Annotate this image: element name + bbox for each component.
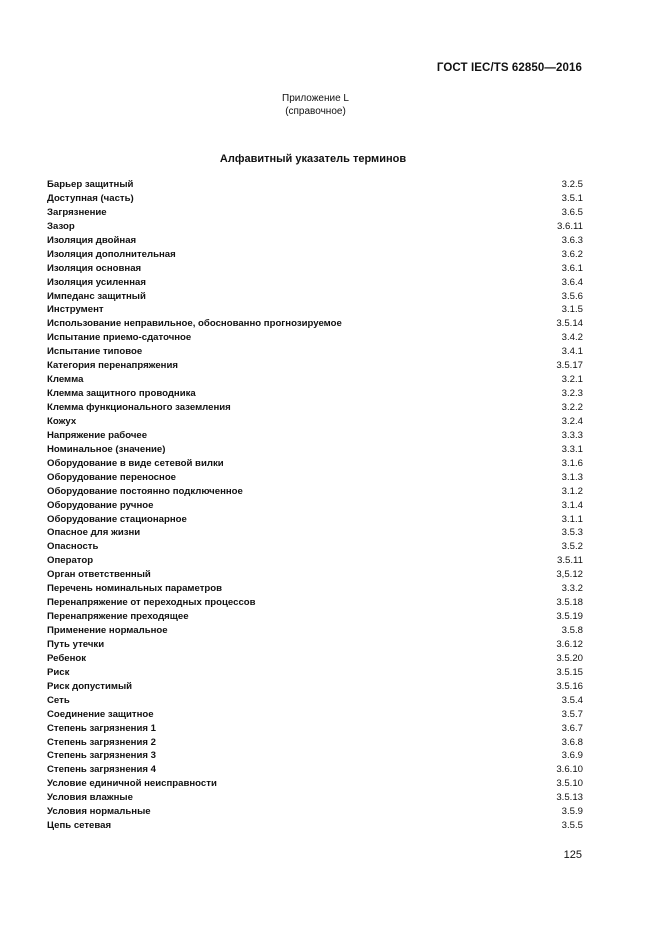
- index-entry: [47, 763, 583, 777]
- index-term: Оборудование переносное: [47, 471, 177, 483]
- index-reference: 3.5.14: [556, 318, 583, 330]
- index-term: Условие единичной неисправности: [47, 778, 217, 790]
- index-reference: 3.6.11: [557, 220, 583, 232]
- index-reference: 3.3.3: [561, 429, 583, 441]
- index-entry: [47, 401, 583, 415]
- index-entry: [47, 582, 583, 596]
- index-term: Изоляция основная: [47, 262, 142, 274]
- index-reference: 3.6.8: [561, 736, 583, 748]
- index-term: Кожух: [47, 415, 77, 427]
- index-reference: 3.5.8: [561, 625, 583, 636]
- index-term: Клемма защитного проводника: [47, 388, 196, 400]
- index-entry: [47, 624, 583, 638]
- annex-title: Приложение L: [282, 93, 349, 104]
- index-reference: 3.2.4: [561, 415, 583, 427]
- index-term: Сеть: [47, 694, 70, 706]
- index-entry: [47, 722, 583, 736]
- index-entry: [47, 471, 583, 485]
- index-term: Загрязнение: [47, 206, 107, 218]
- index-term: Оператор: [47, 555, 94, 567]
- index-reference: 3.5.7: [561, 708, 583, 720]
- index-term: Оборудование ручное: [47, 499, 154, 511]
- index-entry: [47, 540, 583, 554]
- index-entry: [47, 638, 583, 652]
- index-entry: [47, 317, 583, 331]
- index-entry: [47, 819, 583, 833]
- page-number: 125: [563, 849, 582, 861]
- index-term: Перенапряжение преходящее: [47, 611, 189, 623]
- index-entry: [47, 359, 583, 373]
- index-reference: 3.4.1: [561, 346, 583, 358]
- index-reference: 3.1.6: [561, 457, 583, 469]
- index-term: Орган ответственный: [47, 569, 151, 581]
- index-reference: 3.1.4: [561, 499, 583, 511]
- index-reference: 3.5.1: [561, 192, 583, 204]
- index-term: Степень загрязнения 4: [47, 764, 156, 776]
- index-term: Ребенок: [47, 652, 87, 664]
- index-reference: 3.5.15: [556, 666, 583, 678]
- index-term: Соединение защитное: [47, 708, 154, 720]
- annex-heading: [0, 92, 631, 118]
- index-reference: 3.5.19: [556, 611, 583, 623]
- index-term: Номинальное (значение): [47, 443, 166, 455]
- index-entry: [47, 777, 583, 791]
- standard-designation: ГОСТ IEC/TS 62850—2016: [436, 62, 582, 74]
- index-reference: 3.2.3: [561, 388, 583, 400]
- index-term: Инструмент: [47, 304, 104, 316]
- index-term: Категория перенапряжения: [47, 360, 178, 372]
- index-entry: [47, 331, 583, 345]
- index-reference: 3.3.1: [561, 443, 583, 455]
- index-title: Алфавитный указатель терминов: [219, 153, 407, 165]
- index-term: Перенапряжение от переходных процессов: [47, 597, 256, 609]
- index-reference: 3.2.5: [561, 179, 583, 190]
- index-entry: [47, 526, 583, 540]
- index-reference: 3.1.5: [561, 304, 583, 316]
- index-entry: [47, 652, 583, 666]
- index-term: Риск: [47, 666, 70, 678]
- index-term: Цепь сетевая: [47, 820, 112, 832]
- index-entry: [47, 680, 583, 694]
- index-entry: [47, 499, 583, 513]
- index-entry: [47, 429, 583, 443]
- index-reference: 3.6.12: [556, 638, 583, 650]
- index-reference: 3.6.7: [561, 722, 583, 734]
- index-entry: [47, 554, 583, 568]
- index-entry: [47, 262, 583, 276]
- index-reference: 3.1.1: [561, 513, 583, 525]
- index-term: Риск допустимый: [47, 680, 133, 692]
- index-reference: 3.6.3: [561, 234, 583, 246]
- index-term: Напряжение рабочее: [47, 429, 148, 441]
- index-term: Клемма: [47, 374, 84, 386]
- index-entry: [47, 206, 583, 220]
- index-term: Перечень номинальных параметров: [47, 583, 223, 595]
- index-term: Условия влажные: [47, 792, 133, 804]
- index-entry: [47, 596, 583, 610]
- index-reference: 3.6.4: [561, 276, 583, 288]
- index-term: Импеданс защитный: [47, 290, 146, 302]
- index-reference: 3.5.3: [561, 527, 583, 539]
- index-entry: [47, 694, 583, 708]
- index-reference: 3.6.9: [561, 750, 583, 762]
- index-term: Изоляция двойная: [47, 234, 137, 246]
- index-term: Испытание типовое: [47, 346, 143, 358]
- index-entry: [47, 708, 583, 722]
- index-entry: [47, 234, 583, 248]
- index-reference: 3.1.2: [561, 485, 583, 497]
- index-reference: 3.5.18: [556, 597, 583, 609]
- index-reference: 3.5.6: [561, 290, 583, 302]
- index-entry: [47, 568, 583, 582]
- index-term: Путь утечки: [47, 638, 105, 650]
- index-entry: [47, 736, 583, 750]
- annex-subtitle: (справочное): [285, 106, 346, 117]
- index-reference: 3.4.2: [561, 332, 583, 344]
- index-entry: [47, 345, 583, 359]
- index-term: Условия нормальные: [47, 806, 151, 818]
- index-entry: [47, 178, 583, 192]
- index-reference: 3.5.5: [561, 820, 583, 832]
- index-reference: 3.6.2: [561, 248, 583, 260]
- index-term: Опасность: [47, 541, 99, 553]
- index-reference: 3.5.11: [557, 555, 583, 567]
- index-term: Изоляция усиленная: [47, 276, 146, 288]
- index-entry: [47, 443, 583, 457]
- index-reference: 3.5.2: [561, 541, 583, 553]
- index-reference: 3.5.17: [556, 360, 583, 372]
- index-reference: 3.6.1: [561, 262, 583, 274]
- index-reference: 3.5.10: [556, 778, 583, 790]
- index-term: Испытание приемо-сдаточное: [47, 332, 192, 344]
- index-entry: [47, 666, 583, 680]
- index-reference: 3,5.12: [556, 569, 583, 581]
- index-entry: [47, 192, 583, 206]
- index-term: Зазор: [47, 220, 75, 232]
- index-term: Изоляция дополнительная: [47, 248, 176, 260]
- index-reference: 3.5.20: [556, 652, 583, 664]
- index-term: Барьер защитный: [47, 179, 134, 190]
- index-term: Клемма функционального заземления: [47, 402, 231, 413]
- index-reference: 3.5.4: [561, 694, 583, 706]
- index-entry: [47, 276, 583, 290]
- index-term: Оборудование постоянно подключенное: [47, 485, 243, 497]
- index-entry: [47, 387, 583, 401]
- index-entry: [47, 610, 583, 624]
- index-term: Оборудование стационарное: [47, 513, 187, 525]
- index-reference: 3.5.16: [556, 680, 583, 692]
- index-reference: 3.2.1: [561, 374, 583, 386]
- index-entry: [47, 220, 583, 234]
- index-entry: [47, 513, 583, 527]
- index-term: Степень загрязнения 3: [47, 750, 156, 762]
- index-reference: 3.2.2: [561, 402, 583, 413]
- index-entry: [47, 457, 583, 471]
- index-term: Применение нормальное: [47, 625, 168, 636]
- index-entry: [47, 791, 583, 805]
- index-entry: [47, 290, 583, 304]
- index-entry: [47, 415, 583, 429]
- index-entry: [47, 485, 583, 499]
- index-reference: 3.6.5: [561, 206, 583, 218]
- index-term: Опасное для жизни: [47, 527, 141, 539]
- index-term: Использование неправильное, обоснованно прогнозируемое: [47, 318, 342, 330]
- index-reference: 3.5.9: [561, 806, 583, 818]
- index-reference: 3.5.13: [556, 792, 583, 804]
- index-term: Доступная (часть): [47, 192, 134, 204]
- index-reference: 3.6.10: [556, 764, 583, 776]
- index-term: Степень загрязнения 1: [47, 722, 156, 734]
- index-entry: [47, 303, 583, 317]
- index-reference: 3.3.2: [561, 583, 583, 595]
- index-term: Степень загрязнения 2: [47, 736, 156, 748]
- index-entry: [47, 805, 583, 819]
- index-entry: [47, 248, 583, 262]
- index-entry: [47, 373, 583, 387]
- index-reference: 3.1.3: [561, 471, 583, 483]
- term-index-list: [47, 178, 583, 833]
- index-entry: [47, 749, 583, 763]
- index-term: Оборудование в виде сетевой вилки: [47, 457, 224, 469]
